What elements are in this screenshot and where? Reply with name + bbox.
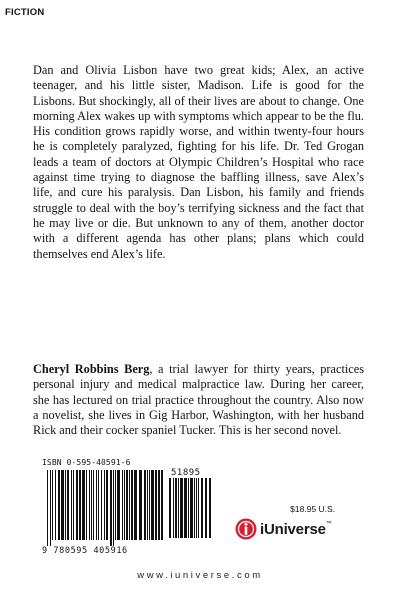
barcode-bar xyxy=(67,470,69,540)
barcode-bar xyxy=(106,470,108,540)
barcode-bar xyxy=(58,470,60,540)
barcode-bar xyxy=(188,478,189,538)
iuniverse-logo-icon xyxy=(235,518,257,540)
addon-barcode-bars xyxy=(168,478,214,544)
publisher-name-text: iUniverse xyxy=(260,520,326,538)
barcode-bar xyxy=(65,470,66,540)
barcode-bar xyxy=(198,478,199,538)
barcode-bar xyxy=(178,478,179,538)
author-bio-text: , a trial lawyer for thirty years, practices personal injury and medical malpractice law. During her career, she has lectured on trial practice throughout the country. Also now a novelist, she lives in Gig Harbor, Washington, with her husband Rick and their cocker spaniel Tucker. This is her second novel. xyxy=(33,362,364,438)
barcode-bar xyxy=(122,470,123,540)
barcode-bar xyxy=(76,470,78,540)
barcode-bar xyxy=(134,470,137,540)
barcode-bar xyxy=(89,470,90,540)
barcode-bar xyxy=(117,470,120,540)
barcode-bar xyxy=(79,470,81,540)
barcode-bar xyxy=(61,470,64,540)
ean-digits: 9 780595 405916 xyxy=(42,546,128,556)
barcode-bar xyxy=(101,470,102,540)
barcode-bar xyxy=(169,478,171,538)
barcode-bar xyxy=(126,470,128,540)
barcode-bar xyxy=(71,470,72,540)
barcode-bar xyxy=(147,470,148,540)
barcode-bar xyxy=(155,470,157,540)
barcode-bar xyxy=(98,470,99,540)
barcode-bar xyxy=(50,470,51,546)
barcode-bar xyxy=(175,478,177,538)
barcode-bar xyxy=(110,470,112,546)
isbn-barcode xyxy=(42,458,214,558)
barcode-bar xyxy=(209,478,211,538)
barcode-bar xyxy=(205,478,207,538)
barcode-bar xyxy=(129,470,130,540)
trademark-symbol: ™ xyxy=(325,520,332,527)
barcode-bar xyxy=(139,470,142,540)
barcode-bar xyxy=(151,470,154,540)
barcode-bar xyxy=(86,470,87,540)
author-bio xyxy=(33,362,364,438)
publisher-url: www.iuniverse.com xyxy=(137,570,263,581)
barcode-bar xyxy=(131,470,133,540)
publisher-logo xyxy=(235,518,332,540)
ean-barcode-bars xyxy=(46,470,164,546)
barcode-bar xyxy=(52,470,53,540)
barcode-bar xyxy=(149,470,150,540)
isbn-label: ISBN 0-595-40591-6 xyxy=(42,458,131,467)
barcode-bar xyxy=(190,478,193,538)
publisher-name xyxy=(260,521,332,538)
genre-label: FICTION xyxy=(5,7,45,18)
barcode-bar xyxy=(161,470,163,540)
barcode-bar xyxy=(158,470,160,540)
retail-price: $18.95 U.S. xyxy=(290,504,335,514)
barcode-bar xyxy=(82,470,85,540)
barcode-bar xyxy=(173,478,174,538)
barcode-bar xyxy=(104,470,105,540)
barcode-bar xyxy=(196,478,197,538)
barcode-bar xyxy=(96,470,97,540)
barcode-bar xyxy=(194,478,195,538)
barcode-bar xyxy=(93,470,94,540)
barcode-bar xyxy=(55,470,56,540)
author-name: Cheryl Robbins Berg xyxy=(33,362,150,376)
barcode-bar xyxy=(91,470,92,540)
barcode-bar xyxy=(184,478,187,538)
barcode-bar xyxy=(113,470,114,546)
barcode-price-code: 51895 xyxy=(171,468,201,478)
book-blurb: Dan and Olivia Lisbon have two great kids; Alex, an active teenager, and his little sister, Madison. Life is good for the Lisbons. But shockingly, all of their lives are about to change. One morning Alex wakes up with symptoms which appear to be the flu. His condition grows rapidly worse, and within twenty-four hours he is completely paralyzed, fighting for his life. Dr. Ted Grogan leads a team of doctors at Olympic Children’s Hospital who race against time trying to diagnose the baffling illness, save Alex’s life, and cure his paralysis. Dan Lisbon, his family and friends struggle to deal with the boy’s terrifying sickness and the fact that he may live or die. But unknown to any of them, another doctor with a different agenda has other plans; plans which could themselves end Alex’s life. xyxy=(33,63,364,261)
barcode-bar xyxy=(124,470,125,540)
barcode-bar xyxy=(144,470,146,540)
barcode-bar xyxy=(47,470,48,546)
barcode-bar xyxy=(115,470,116,540)
barcode-bar xyxy=(201,478,203,538)
barcode-bar xyxy=(73,470,74,540)
barcode-bar xyxy=(180,478,183,538)
